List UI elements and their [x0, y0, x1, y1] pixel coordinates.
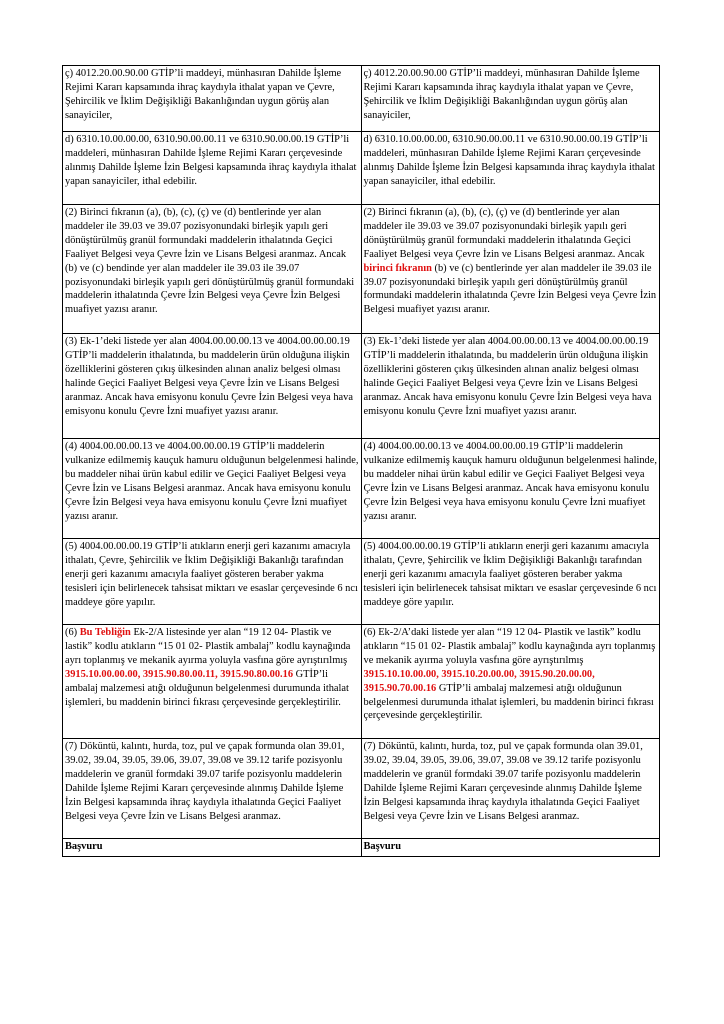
left-cell [63, 66, 362, 132]
table-row [63, 132, 660, 205]
cell-text: (2) Birinci fıkranın (a), (b), (c), (ç) ve (d) bentlerinde yer alan maddeler ile 39.03 ve 39.07 pozisyonundaki birleşik yapılı geri dönüştürülmüş granül formundaki maddelerin ithalatında Geçici Faaliyet Belgesi veya Çevre İzin ve Lisans Belgesi aranmaz. Ancak (b) ve (c) bendinde yer alan maddeler ile 39.03 ile 39.07 pozisyonundaki birleşik yapılı geri dönüştürülmüş granül formundaki maddelerin ithalatında Çevre İzin Belgesi veya Çevre İzin Belgesi muafiyet yazısı aranır. [65, 207, 355, 316]
cell-text: Ek-2/A listesinde yer alan “19 12 04- Plastik ve lastik” kodlu atıkların “15 01 02- Plastik ambalaj” kodlu kaynağında ayrı toplanmış ve mekanik ayırma yoluyla vasfına göre ayrıştırılmış [65, 627, 351, 666]
right-cell [361, 539, 660, 625]
left-cell [63, 539, 362, 625]
right-cell [361, 839, 660, 857]
right-cell [361, 439, 660, 539]
cell-text: ç) 4012.20.00.90.00 GTİP’li maddeyi, münhasıran Dahilde İşleme Rejimi Kararı kapsamında ihraç kaydıyla ithalat yapan ve Çevre, Şehircilik ve İklim Değişikliği Bakanlığından uygun görüş alan sanayiciler, [363, 68, 640, 121]
cell-text: (7) Döküntü, kalıntı, hurda, toz, pul ve çapak formunda olan 39.01, 39.02, 39.04, 39.05, 39.06, 39.07, 39.08 ve 39.12 tarife pozisyonlu maddelerin ve granül formdaki 39.07 tarife pozisyonlu maddelerin Dahilde İşleme Rejimi Kararı çerçevesinde alınmış Dahilde İşleme İzin Belgesi kapsamında ihraç kaydıyla ithalatında Geçici Faaliyet Belgesi veya Çevre İzin ve Lisans Belgesi aranmaz. [65, 741, 345, 822]
left-cell [63, 439, 362, 539]
right-cell [361, 66, 660, 132]
table-row [63, 739, 660, 839]
highlighted-text: 3915.10.10.00.00, 3915.10.20.00.00, 3915.90.20.00.00, 3915.90.70.00.16 [363, 668, 595, 694]
left-cell [63, 739, 362, 839]
cell-text: (2) Birinci fıkranın (a), (b), (c), (ç) ve (d) bentlerinde yer alan maddeler ile 39.03 ve 39.07 pozisyonundaki birleşik yapılı geri dönüştürülmüş granül formundaki maddelerin ithalatında Geçici Faaliyet Belgesi veya Çevre İzin ve Lisans Belgesi aranmaz. Ancak [363, 207, 645, 260]
table-row [63, 439, 660, 539]
table-row [63, 205, 660, 334]
cell-text: (7) Döküntü, kalıntı, hurda, toz, pul ve çapak formunda olan 39.01, 39.02, 39.04, 39.05, 39.06, 39.07, 39.08 ve 39.12 tarife pozisyonlu maddelerin ve granül formdaki 39.07 tarife pozisyonlu maddelerin Dahilde İşleme Rejimi Kararı çerçevesinde alınmış Dahilde İşleme İzin Belgesi kapsamında ihraç kaydıyla ithalatında Geçici Faaliyet Belgesi veya Çevre İzin ve Lisans Belgesi aranmaz. [363, 741, 643, 822]
comparison-table [62, 65, 660, 857]
cell-text: (4) 4004.00.00.00.13 ve 4004.00.00.00.19 GTİP’li maddelerin vulkanize edilmemiş kauçuk hamuru olduğunun belgelenmesi halinde, bu maddeler nihai ürün kabul edilir ve Geçici Faaliyet Belgesi veya Çevre İzin ve Lisans Belgesi aranmaz. Ancak hava emisyonu konulu Çevre İzin Belgesi veya hava emisyonu konulu Çevre İzni muafiyet yazısı aranır. [363, 441, 657, 522]
cell-text: (6) [65, 627, 80, 638]
cell-text: GTİP’li ambalaj malzemesi atığı olduğunun belgelenmesi durumunda ithalat işlemleri, bu maddenin birinci fıkrası çerçevesinde gerçekleştirilir. [65, 668, 349, 708]
left-cell [63, 132, 362, 205]
cell-text: (3) Ek-1’deki listede yer alan 4004.00.00.00.13 ve 4004.00.00.00.19 GTİP’li maddelerin ithalatında, bu maddelerin ürün olduğuna ilişkin özelliklerini gösteren çıkış ülkesinden alınan analiz belgesi olması halinde Geçici Faaliyet Belgesi veya Çevre İzin ve Lisans Belgesi aranmaz. Ancak hava emisyonu konulu Çevre İzin Belgesi veya hava emisyonu konulu Çevre İzni muafiyet yazısı aranır. [65, 336, 353, 417]
cell-text: ç) 4012.20.00.90.00 GTİP’li maddeyi, münhasıran Dahilde İşleme Rejimi Kararı kapsamında ihraç kaydıyla ithalat yapan ve Çevre, Şehircilik ve İklim Değişikliği Bakanlığından uygun görüş alan sanayiciler, [65, 68, 342, 121]
right-cell [361, 132, 660, 205]
left-cell [63, 205, 362, 334]
section-heading: Başvuru [363, 841, 402, 852]
left-cell [63, 839, 362, 857]
cell-text: d) 6310.10.00.00.00, 6310.90.00.00.11 ve 6310.90.00.00.19 GTİP’li maddeleri, münhasıran Dahilde İşleme Rejimi Kararı çerçevesinde alınmış Dahilde İşleme İzin Belgesi kapsamında ihraç kaydıyla ithalat yapan sanayiciler, ithal edebilir. [65, 134, 357, 187]
comparison-document [62, 65, 660, 857]
left-cell [63, 625, 362, 739]
section-heading: Başvuru [65, 841, 103, 852]
highlighted-text: birinci fıkranın [363, 262, 432, 274]
cell-text: d) 6310.10.00.00.00, 6310.90.00.00.11 ve 6310.90.00.00.19 GTİP’li maddeleri, münhasıran Dahilde İşleme Rejimi Kararı çerçevesinde alınmış Dahilde İşleme İzin Belgesi kapsamında ihraç kaydıyla ithalat yapan sanayiciler, ithal edebilir. [363, 134, 655, 187]
table-row [63, 66, 660, 132]
cell-text: (6) Ek-2/A’daki listede yer alan “19 12 04- Plastik ve lastik” kodlu atıkların “15 01 02- Plastik ambalaj” kodlu kaynağında ayrı toplanmış ve mekanik ayırma yoluyla vasfına göre ayrıştırılmış [363, 627, 656, 666]
right-cell [361, 739, 660, 839]
cell-text: (5) 4004.00.00.00.19 GTİP’li atıkların enerji geri kazanımı amacıyla ithalatı, Çevre, Şehircilik ve İklim Değişikliği Bakanlığı tarafından enerji geri kazanımı amacıyla faaliyet gösteren beraber yakma tesisleri için belirlenecek tahsisat miktarı ve esaslar çerçevesinde 6 ncı maddeye göre yapılır. [363, 541, 657, 608]
table-row [63, 625, 660, 739]
highlighted-text: 3915.10.00.00.00, 3915.90.80.00.11, 3915.90.80.00.16 [65, 668, 294, 680]
cell-text: (4) 4004.00.00.00.13 ve 4004.00.00.00.19 GTİP’li maddelerin vulkanize edilmemiş kauçuk hamuru olduğunun belgelenmesi halinde, bu maddeler nihai ürün kabul edilir ve Geçici Faaliyet Belgesi veya Çevre İzin ve Lisans Belgesi aranmaz. Ancak hava emisyonu konulu Çevre İzin Belgesi veya hava emisyonu konulu Çevre İzni muafiyet yazısı aranır. [65, 441, 359, 522]
cell-text: (3) Ek-1’deki listede yer alan 4004.00.00.00.13 ve 4004.00.00.00.19 GTİP’li maddelerin ithalatında, bu maddelerin ürün olduğuna ilişkin özelliklerini gösteren çıkış ülkesinden alınan analiz belgesi olması halinde Geçici Faaliyet Belgesi veya Çevre İzin ve Lisans Belgesi aranmaz. Ancak hava emisyonu konulu Çevre İzin Belgesi veya hava emisyonu konulu Çevre İzni muafiyet yazısı aranır. [363, 336, 652, 417]
cell-text: (5) 4004.00.00.00.19 GTİP’li atıkların enerji geri kazanımı amacıyla ithalatı, Çevre, Şehircilik ve İklim Değişikliği Bakanlığı tarafından enerji geri kazanımı amacıyla faaliyet gösteren beraber yakma tesisleri için belirlenecek tahsisat miktarı ve esaslar çerçevesinde 6 ncı maddeye göre yapılır. [65, 541, 358, 608]
cell-text: GTİP’li ambalaj malzemesi atığı olduğunun belgelenmesi durumunda ithalat işlemleri, bu maddenin birinci fıkrası çerçevesinde gerçekleştirilir. [363, 682, 654, 722]
table-row [63, 539, 660, 625]
right-cell [361, 334, 660, 439]
cell-text: (b) ve (c) bentlerinde yer alan maddeler ile 39.03 ile 39.07 pozisyonundaki birleşik yapılı geri dönüştürülmüş granül formundaki maddelerin ithalatında Çevre İzin Belgesi veya Çevre İzin Belgesi muafiyet yazısı aranır. [363, 262, 657, 316]
right-cell [361, 625, 660, 739]
table-row [63, 334, 660, 439]
table-row [63, 839, 660, 857]
left-cell [63, 334, 362, 439]
right-cell [361, 205, 660, 334]
highlighted-text: Bu Tebliğin [79, 627, 131, 638]
